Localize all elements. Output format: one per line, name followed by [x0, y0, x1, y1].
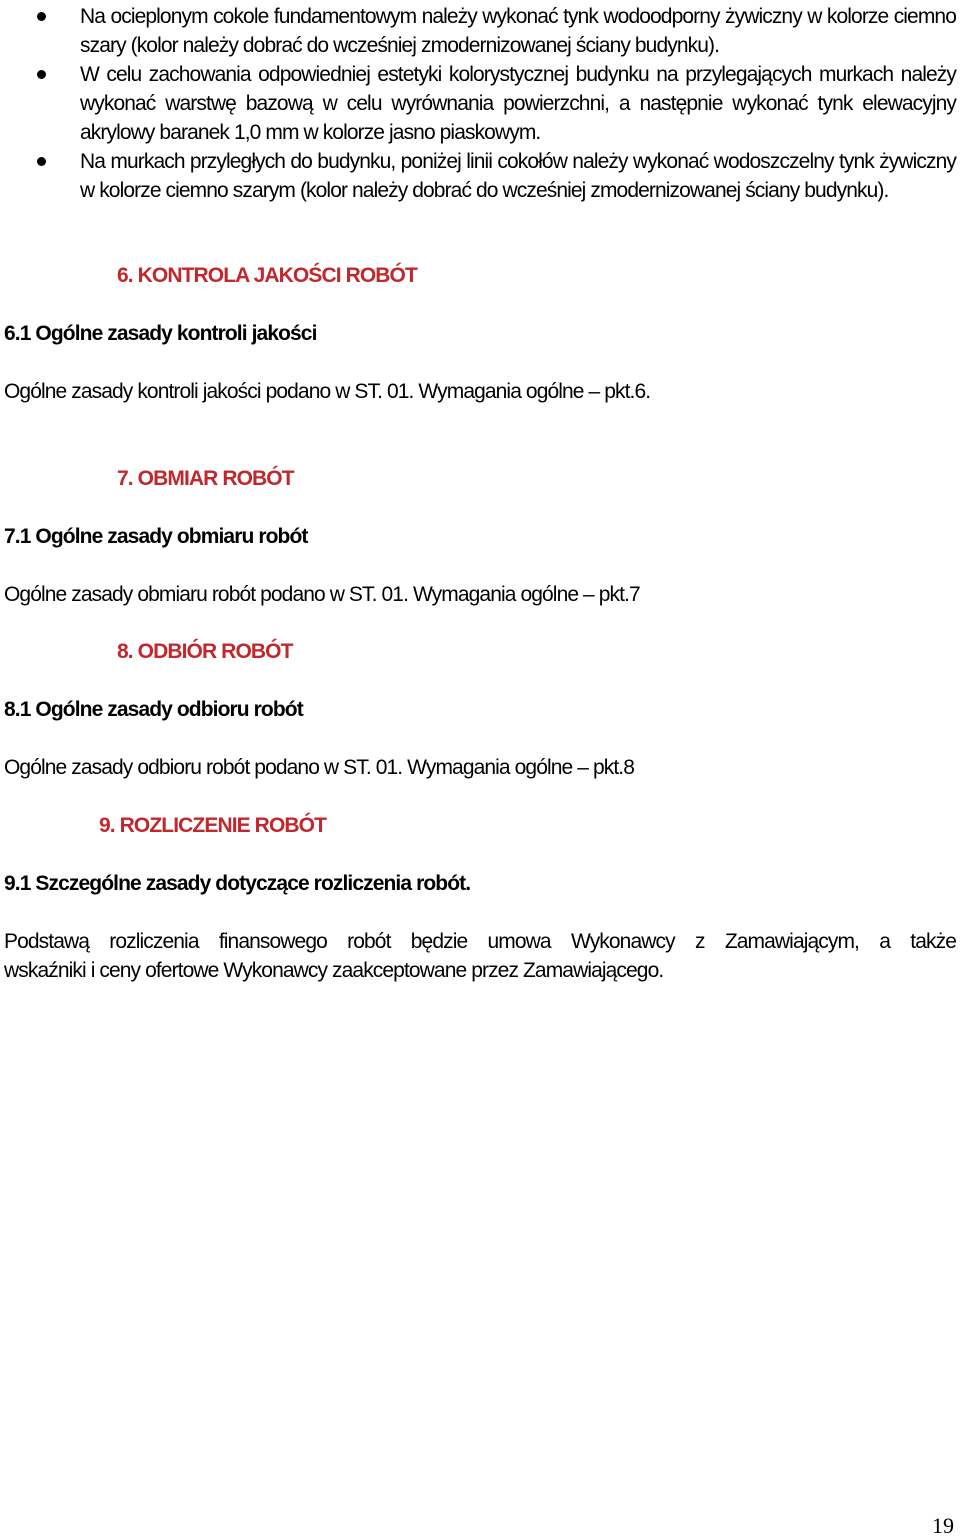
section-paragraph	[4, 927, 956, 985]
bullet-item	[0, 2, 960, 60]
bullet-list	[0, 0, 960, 205]
bullet-dot-icon	[37, 70, 46, 79]
bullet-item	[0, 147, 960, 205]
page-number: 19	[932, 1513, 954, 1538]
bullet-text: Na murkach przyległych do budynku, poniżej linii cokołów należy wykonać wodoszczelny tynk żywiczny w kolorze ciemno szarym (kolor należy dobrać do wcześniej zmodernizowanej ściany budynku).	[80, 150, 956, 202]
section-heading: 7. OBMIAR ROBÓT	[117, 467, 294, 490]
bullet-dot-icon	[37, 12, 46, 21]
section-text: Ogólne zasady kontroli jakości podano w ST. 01. Wymagania ogólne – pkt.6.	[4, 380, 651, 403]
bullet-item	[0, 60, 960, 147]
subsection-heading: 7.1 Ogólne zasady obmiaru robót	[4, 525, 308, 548]
bullet-dot-icon	[37, 157, 46, 166]
section-text: Ogólne zasady odbioru robót podano w ST. 01. Wymagania ogólne – pkt.8	[4, 756, 634, 779]
section-heading: 9. ROZLICZENIE ROBÓT	[99, 814, 327, 837]
subsection-heading: 6.1 Ogólne zasady kontroli jakości	[4, 322, 317, 345]
bullet-text: Na ocieplonym cokole fundamentowym należy wykonać tynk wodoodporny żywiczny w kolorze ciemno szary (kolor należy dobrać do wcześniej zmodernizowanej ściany budynku).	[80, 5, 956, 57]
paragraph-line: Podstawą rozliczenia finansowego robót będzie umowa Wykonawcy z Zamawiającym, a także	[4, 930, 956, 953]
section-text: Ogólne zasady obmiaru robót podano w ST. 01. Wymagania ogólne – pkt.7	[4, 583, 640, 606]
section-heading: 6. KONTROLA JAKOŚCI ROBÓT	[117, 264, 417, 287]
bullet-text: W celu zachowania odpowiedniej estetyki kolorystycznej budynku na przylegających murkach należy wykonać warstwę bazową w celu wyrównania powierzchni, a następnie wykonać tynk elewacyjny akrylowy baranek 1,0 mm w kolorze jasno piaskowym.	[80, 63, 956, 144]
subsection-heading: 9.1 Szczególne zasady dotyczące rozliczenia robót.	[4, 872, 471, 895]
section-heading: 8. ODBIÓR ROBÓT	[117, 640, 293, 663]
subsection-heading: 8.1 Ogólne zasady odbioru robót	[4, 698, 303, 721]
paragraph-line: wskaźniki i ceny ofertowe Wykonawcy zaakceptowane przez Zamawiającego.	[4, 959, 664, 982]
